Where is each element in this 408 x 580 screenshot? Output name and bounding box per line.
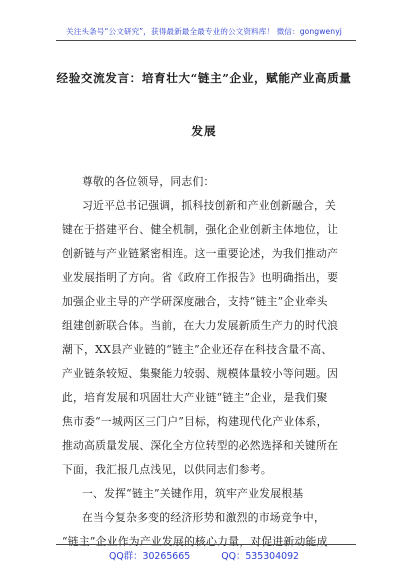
body-line: 业发展指明了方向。省《政府工作报告》也明确指出，要 bbox=[62, 271, 339, 284]
body-line: 加强企业主导的产学研深度融合，支持“链主”企业牵头 bbox=[62, 295, 328, 308]
body-line: 键在于搭建平台、健全机制，强化企业创新主体地位，让 bbox=[62, 223, 339, 236]
body-line: 此，培育发展和巩固壮大产业链“链主”企业，是我们聚 bbox=[62, 391, 328, 404]
body-line: “链主”企业作为产业发展的核心力量，对促进新动能成 bbox=[62, 535, 328, 548]
body-line: 组建创新联合体。当前，在大力发展新质生产力的时代浪 bbox=[62, 319, 339, 332]
footer-qq-number[interactable]: QQ：535304092 bbox=[221, 551, 300, 562]
section-heading: 一、发挥“链主”关键作用，筑牢产业发展根基 bbox=[82, 487, 304, 500]
body-line: 潮下，XX县产业链的“链主”企业还存在科技含量不高、 bbox=[62, 343, 333, 356]
document-title-line-1: 经验交流发言：培育壮大“链主”企业，赋能产业高质量 bbox=[56, 71, 352, 85]
footer-contact bbox=[0, 548, 408, 562]
document-title-line-2: 发展 bbox=[191, 124, 217, 138]
header-divider bbox=[56, 40, 356, 41]
footer-qq-group[interactable]: QQ群：30265665 bbox=[108, 551, 191, 562]
body-line: 下面，我汇报几点浅见，以供同志们参考。 bbox=[62, 463, 272, 476]
body-line: 焦市委“一城两区三门户”目标，构建现代化产业体系， bbox=[62, 415, 328, 428]
body-line: 产业链条较短、集聚能力较弱、规模体量较小等问题。因 bbox=[62, 367, 339, 380]
header-banner[interactable]: 关注头条号“公文研究”，获得最新最全最专业的公文资料库！ 微信：gongwenyj bbox=[66, 27, 342, 36]
salutation: 尊敬的各位领导，同志们： bbox=[82, 175, 215, 188]
body-line: 创新链与产业链紧密相连。这一重要论述，为我们推动产 bbox=[62, 247, 339, 260]
footer-divider bbox=[56, 544, 356, 545]
body-line: 推动高质量发展、深化全方位转型的必然选择和关键所在 bbox=[62, 439, 339, 452]
body-line: 在当今复杂多变的经济形势和激烈的市场竞争中， bbox=[82, 511, 326, 524]
body-line: 习近平总书记强调，抓科技创新和产业创新融合，关 bbox=[82, 199, 337, 212]
